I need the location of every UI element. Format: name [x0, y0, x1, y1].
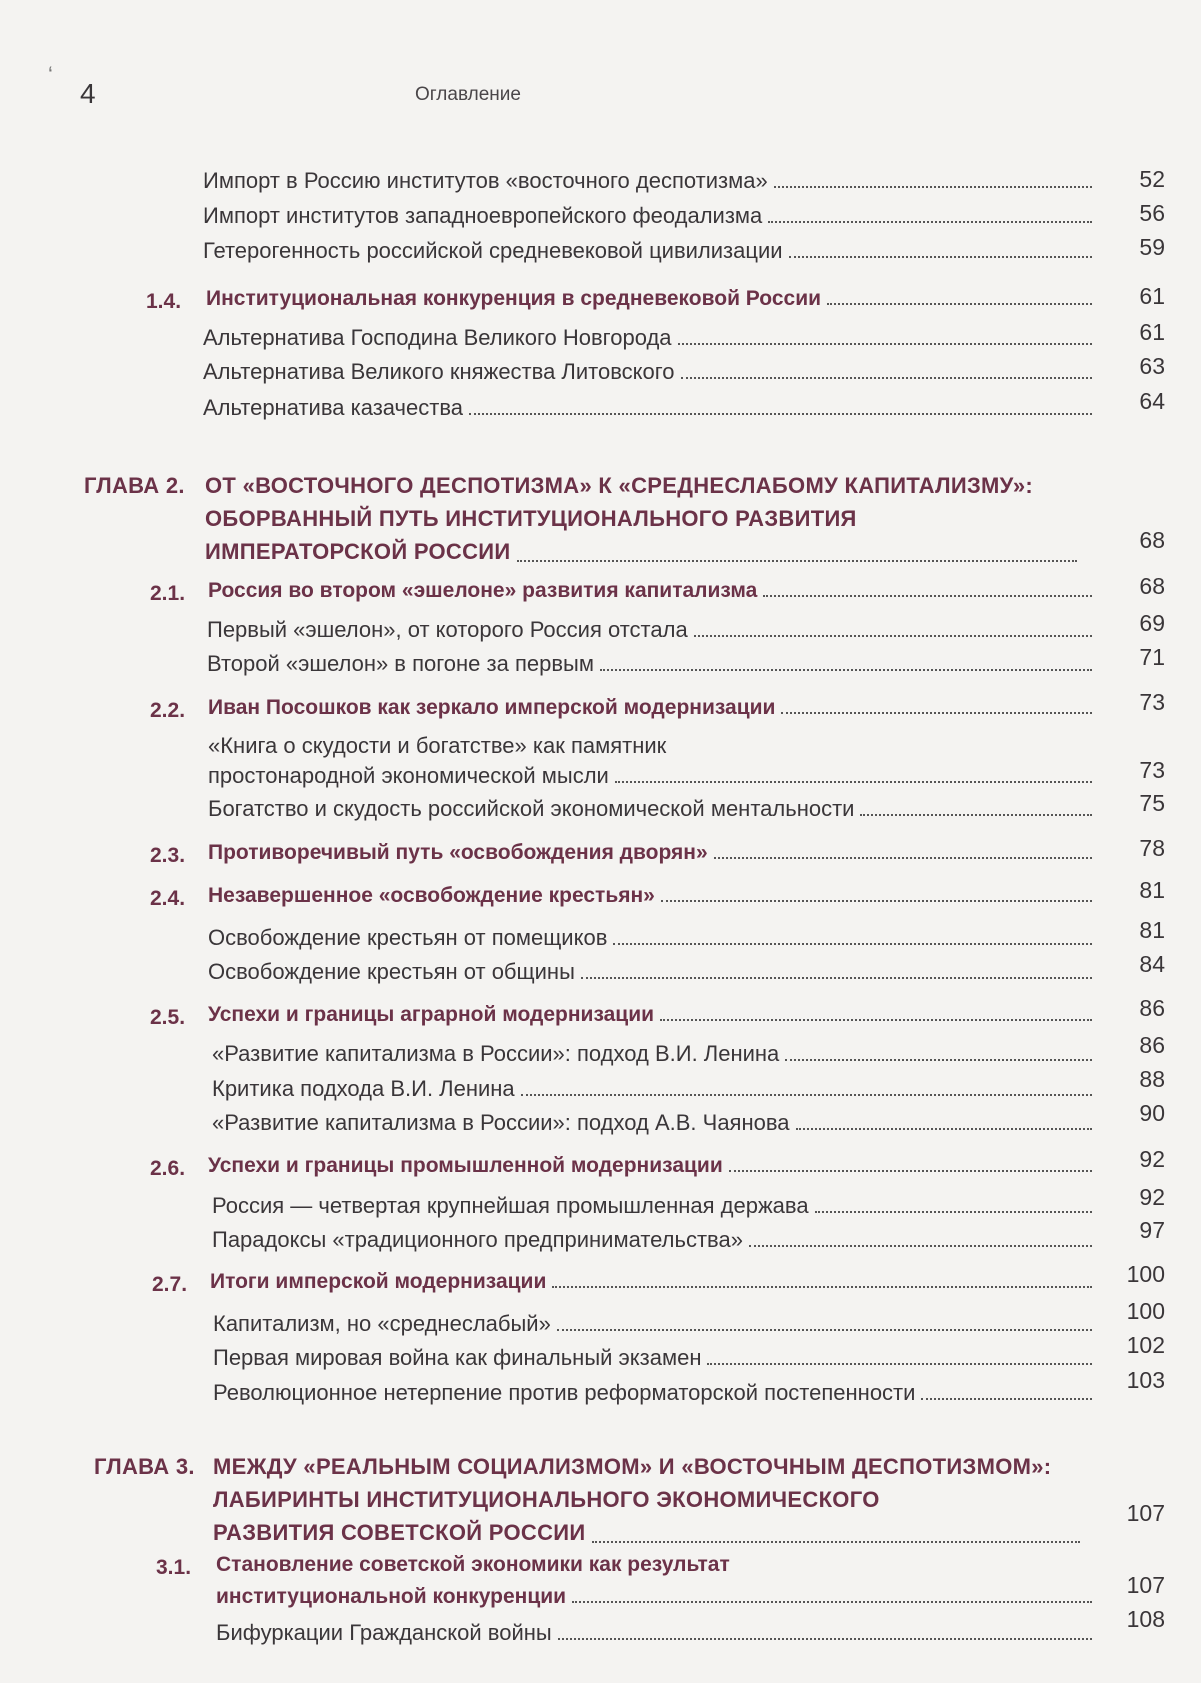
toc-entry[interactable] — [203, 203, 1098, 229]
dot-leader — [615, 781, 1092, 783]
dot-leader — [572, 1601, 1092, 1603]
dot-leader — [558, 1638, 1092, 1640]
toc-entry-title: Бифуркации Гражданской войны — [216, 1620, 552, 1645]
toc-section-title: Незавершенное «освобождение крестьян» — [208, 884, 655, 907]
toc-entry[interactable] — [212, 1227, 1098, 1253]
dot-leader — [749, 1245, 1092, 1247]
toc-page: 71 — [1139, 644, 1165, 670]
toc-entry[interactable] — [208, 959, 1098, 985]
section-number: 3.1. — [156, 1556, 192, 1579]
margin-mark: ‘ — [48, 62, 53, 87]
toc-entry[interactable] — [208, 763, 1098, 789]
toc-entry-title: Импорт институтов западноевропейского феодализма — [203, 203, 763, 228]
section-number: 2.6. — [150, 1157, 186, 1180]
toc-entry-title: простонародной экономической мысли — [208, 763, 609, 788]
chapter-title-line: ОБОРВАННЫЙ ПУТЬ ИНСТИТУЦИОНАЛЬНОГО РАЗВИТИЯ — [205, 506, 857, 531]
toc-page: 100 — [1126, 1298, 1165, 1324]
toc-entry-title: Альтернатива казачества — [203, 395, 463, 420]
toc-entry[interactable] — [203, 238, 1098, 264]
toc-entry-title: Второй «эшелон» в погоне за первым — [207, 651, 594, 676]
toc-section-title-line: Становление советской экономики как результат — [216, 1553, 730, 1576]
toc-page: 61 — [1139, 319, 1165, 345]
section-number: 2.4. — [150, 887, 186, 910]
toc-chapter[interactable] — [84, 469, 1104, 569]
toc-section-title: Иван Посошков как зеркало имперской модернизации — [208, 696, 776, 719]
toc-section[interactable] — [208, 1003, 1098, 1027]
dot-leader — [552, 1286, 1092, 1288]
toc-page: 52 — [1139, 166, 1165, 192]
toc-entry-title-line: «Книга о скудости и богатстве» как памятник — [208, 733, 667, 758]
chapter-title-line: РАЗВИТИЯ СОВЕТСКОЙ РОССИИ — [213, 1520, 586, 1545]
toc-page: 63 — [1139, 353, 1165, 379]
toc-entry[interactable] — [213, 1380, 1098, 1406]
dot-leader — [796, 1128, 1092, 1130]
dot-leader — [600, 669, 1092, 671]
toc-section-title: Успехи и границы промышленной модернизации — [208, 1154, 723, 1177]
toc-section[interactable] — [208, 841, 1098, 865]
dot-leader — [789, 256, 1092, 258]
toc-section[interactable] — [208, 696, 1098, 720]
toc-page: 102 — [1126, 1332, 1165, 1358]
toc-entry[interactable] — [213, 1311, 1098, 1337]
toc-page: 92 — [1139, 1184, 1165, 1210]
toc-entry-title: Парадоксы «традиционного предпринимательства» — [212, 1227, 743, 1252]
dot-leader — [827, 303, 1092, 305]
section-number: 1.4. — [146, 290, 182, 313]
chapter-title-line: ИМПЕРАТОРСКОЙ РОССИИ — [205, 539, 511, 564]
dot-leader — [774, 186, 1092, 188]
toc-section[interactable] — [206, 287, 1098, 311]
toc-section-title: институциональной конкуренции — [216, 1585, 567, 1608]
toc-page: 86 — [1139, 995, 1165, 1021]
toc-entry[interactable] — [212, 1041, 1098, 1067]
toc-page: 100 — [1126, 1261, 1165, 1287]
toc-entry[interactable] — [203, 168, 1098, 194]
toc-section-title: Итоги имперской модернизации — [210, 1270, 547, 1293]
dot-leader — [763, 595, 1092, 597]
dot-leader — [921, 1398, 1092, 1400]
toc-entry[interactable] — [212, 1076, 1098, 1102]
toc-page: 73 — [1139, 757, 1165, 783]
toc-page: 90 — [1139, 1100, 1165, 1126]
section-number: 2.2. — [150, 699, 186, 722]
toc-entry-title: «Развитие капитализма в России»: подход В.И. Ленина — [212, 1041, 780, 1066]
toc-page: 88 — [1139, 1066, 1165, 1092]
toc-entry-title: Первая мировая война как финальный экзамен — [213, 1345, 702, 1370]
dot-leader — [469, 413, 1092, 415]
section-number: 2.7. — [152, 1273, 188, 1296]
toc-entry-title: Первый «эшелон», от которого Россия отстала — [207, 617, 688, 642]
toc-page: 108 — [1126, 1606, 1165, 1632]
dot-leader — [694, 635, 1092, 637]
toc-page: 75 — [1139, 790, 1165, 816]
chapter-label: ГЛАВА 3. — [94, 1454, 195, 1479]
toc-page: 81 — [1139, 877, 1165, 903]
toc-page: 84 — [1139, 951, 1165, 977]
toc-section[interactable] — [208, 884, 1098, 908]
dot-leader — [815, 1211, 1092, 1213]
toc-section[interactable] — [208, 1154, 1098, 1178]
dot-leader — [660, 1019, 1092, 1021]
toc-entry[interactable] — [203, 325, 1098, 351]
toc-page: 92 — [1139, 1146, 1165, 1172]
toc-section-title: Противоречивый путь «освобождения дворян» — [208, 841, 708, 864]
dot-leader — [681, 377, 1092, 379]
toc-entry-title: Россия — четвертая крупнейшая промышленная держава — [212, 1193, 809, 1218]
toc-entry-title: Освобождение крестьян от помещиков — [208, 925, 608, 950]
toc-entry-title: Гетерогенность российской средневековой цивилизации — [203, 238, 783, 263]
dot-leader — [768, 221, 1092, 223]
toc-entry[interactable] — [207, 651, 1098, 677]
toc-page: 69 — [1139, 610, 1165, 636]
toc-page: 56 — [1139, 200, 1165, 226]
toc-page: 61 — [1139, 283, 1165, 309]
toc-entry-title: Импорт в Россию институтов «восточного деспотизма» — [203, 168, 768, 193]
toc-page: 97 — [1139, 1217, 1165, 1243]
dot-leader — [860, 814, 1092, 816]
dot-leader — [592, 1541, 1081, 1543]
toc-entry-title: «Развитие капитализма в России»: подход А.В. Чаянова — [212, 1110, 790, 1135]
toc-entry[interactable] — [203, 359, 1098, 385]
toc-section-title: Россия во втором «эшелоне» развития капитализма — [208, 579, 758, 602]
toc-page: 68 — [1139, 573, 1165, 599]
toc-section-title: Успехи и границы аграрной модернизации — [208, 1003, 655, 1026]
toc-chapter[interactable] — [94, 1450, 1104, 1550]
toc-page: 68 — [1139, 527, 1165, 553]
dot-leader — [613, 943, 1092, 945]
toc-entry[interactable] — [212, 1193, 1098, 1219]
toc-entry[interactable] — [213, 1345, 1098, 1371]
dot-leader — [581, 977, 1092, 979]
toc-page: 73 — [1139, 689, 1165, 715]
toc-entry-title: Альтернатива Великого княжества Литовского — [203, 359, 675, 384]
section-number: 2.1. — [150, 582, 186, 605]
chapter-title-line: ЛАБИРИНТЫ ИНСТИТУЦИОНАЛЬНОГО ЭКОНОМИЧЕСКОГО — [213, 1487, 880, 1512]
toc-page: 64 — [1139, 388, 1165, 414]
dot-leader — [517, 560, 1077, 562]
dot-leader — [729, 1170, 1092, 1172]
toc-page: 107 — [1126, 1500, 1165, 1526]
toc-page: 81 — [1139, 917, 1165, 943]
toc-entry[interactable] — [208, 796, 1098, 822]
toc-section[interactable] — [208, 579, 1098, 603]
toc-entry[interactable] — [208, 925, 1098, 951]
toc-entry[interactable] — [216, 1620, 1098, 1646]
toc-page: 103 — [1126, 1367, 1165, 1393]
toc-page: 59 — [1139, 234, 1165, 260]
toc-entry-title: Революционное нетерпение против реформаторской постепенности — [213, 1380, 916, 1405]
toc-entry[interactable] — [207, 617, 1098, 643]
toc-entry-title: Альтернатива Господина Великого Новгорода — [203, 325, 672, 350]
dot-leader — [781, 712, 1092, 714]
running-head: Оглавление — [415, 84, 521, 105]
chapter-title-line: ОТ «ВОСТОЧНОГО ДЕСПОТИЗМА» К «СРЕДНЕСЛАБОМУ КАПИТАЛИЗМУ»: — [205, 473, 1033, 498]
dot-leader — [785, 1059, 1092, 1061]
toc-section[interactable] — [216, 1585, 1098, 1609]
page-number: 4 — [80, 78, 96, 109]
section-number: 2.3. — [150, 844, 186, 867]
dot-leader — [678, 343, 1092, 345]
toc-entry-title: Капитализм, но «среднеслабый» — [213, 1311, 551, 1336]
toc-entry[interactable] — [203, 395, 1098, 421]
toc-entry-title: Критика подхода В.И. Ленина — [212, 1076, 515, 1101]
chapter-label: ГЛАВА 2. — [84, 473, 185, 498]
toc-page: 107 — [1126, 1572, 1165, 1598]
section-number: 2.5. — [150, 1006, 186, 1029]
dot-leader — [714, 857, 1092, 859]
toc-section-title: Институциональная конкуренция в средневековой России — [206, 287, 822, 310]
toc-page: 86 — [1139, 1032, 1165, 1058]
toc-entry[interactable] — [212, 1110, 1098, 1136]
toc-entry-title: Богатство и скудость российской экономической ментальности — [208, 796, 855, 821]
dot-leader — [557, 1329, 1092, 1331]
chapter-title-line: МЕЖДУ «РЕАЛЬНЫМ СОЦИАЛИЗМОМ» И «ВОСТОЧНЫМ ДЕСПОТИЗМОМ»: — [213, 1454, 1052, 1479]
toc-entry-title: Освобождение крестьян от общины — [208, 959, 575, 984]
dot-leader — [521, 1094, 1092, 1096]
dot-leader — [661, 900, 1092, 902]
toc-page: 78 — [1139, 835, 1165, 861]
dot-leader — [707, 1363, 1092, 1365]
toc-section[interactable] — [210, 1270, 1098, 1294]
